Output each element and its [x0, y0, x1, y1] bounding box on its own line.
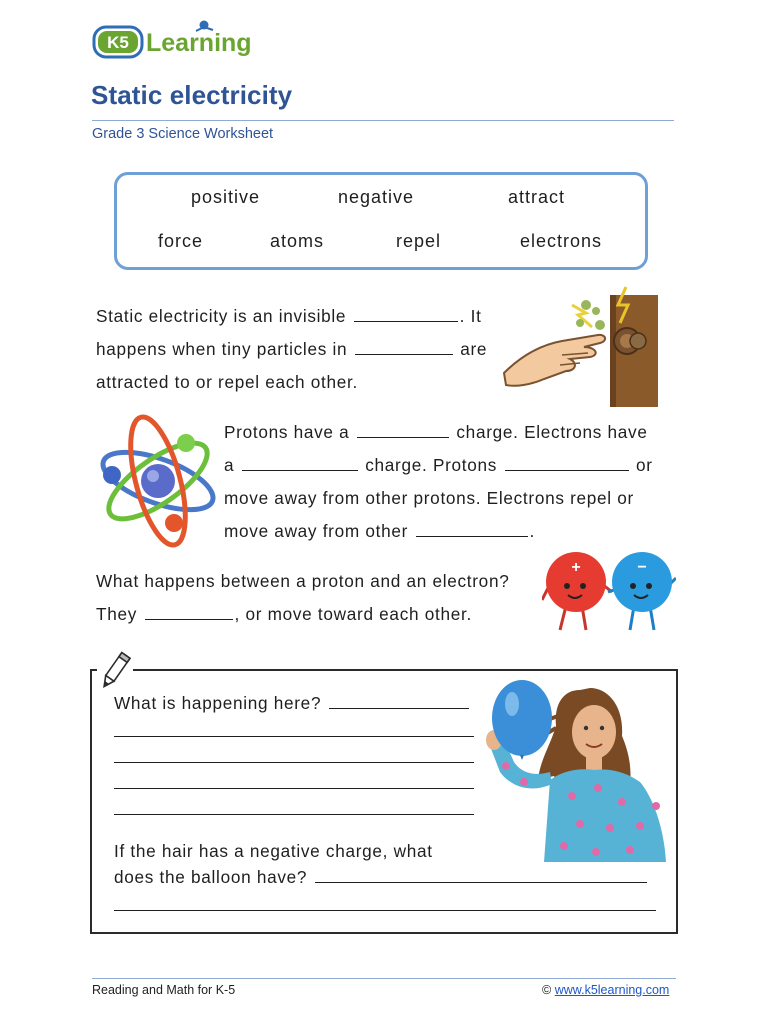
answer-line[interactable]: [114, 788, 474, 789]
word-bank-item: negative: [338, 187, 415, 207]
activity-question-1: What is happening here?: [114, 693, 471, 713]
answer-blank[interactable]: [505, 455, 629, 471]
activity-question-2-line1: If the hair has a negative charge, what: [114, 841, 433, 861]
girl-with-balloon-illustration: [480, 676, 672, 862]
word-bank-item: positive: [191, 187, 261, 207]
answer-blank[interactable]: [315, 867, 647, 883]
word-bank-item: force: [158, 231, 204, 251]
paragraph2-line4: move away from other .: [224, 521, 535, 541]
paragraph2-line3: move away from other protons. Electrons repel or: [224, 488, 634, 508]
header-divider: [92, 120, 674, 121]
paragraph2-line2: a charge. Protons or: [224, 455, 653, 475]
paragraph3-line1: What happens between a proton and an electron?: [96, 571, 510, 591]
answer-blank[interactable]: [416, 521, 528, 537]
proton-electron-characters: [542, 548, 676, 634]
website-link[interactable]: www.k5learning.com: [554, 983, 670, 997]
svg-text:K5: K5: [107, 33, 129, 52]
paragraph3-line2: They , or move toward each other.: [96, 604, 472, 624]
paragraph1-line2: happens when tiny particles in are: [96, 339, 488, 359]
svg-text:Learning: Learning: [146, 29, 252, 57]
pencil-icon: [97, 650, 133, 692]
atom-illustration: [96, 405, 220, 557]
answer-blank[interactable]: [145, 604, 233, 620]
footer-divider: [92, 978, 676, 979]
proton-sign: +: [571, 559, 581, 576]
activity-question-2-line2: does the balloon have?: [114, 867, 649, 887]
footer-tagline: Reading and Math for K-5: [92, 983, 236, 997]
answer-blank[interactable]: [329, 693, 469, 709]
answer-blank[interactable]: [354, 306, 458, 322]
answer-line[interactable]: [114, 736, 474, 737]
page-subtitle: Grade 3 Science Worksheet: [92, 126, 274, 142]
paragraph1-line1: Static electricity is an invisible . It: [96, 306, 482, 326]
paragraph2-line1: Protons have a charge. Electrons have: [224, 422, 648, 442]
electron-sign: −: [637, 559, 647, 576]
copyright-symbol: ©: [542, 983, 552, 997]
answer-blank[interactable]: [242, 455, 358, 471]
k5-learning-logo: [92, 18, 262, 64]
word-bank-item: attract: [508, 187, 566, 207]
answer-blank[interactable]: [355, 339, 453, 355]
answer-line[interactable]: [114, 814, 474, 815]
word-bank-item: electrons: [520, 231, 603, 251]
answer-line[interactable]: [114, 910, 656, 911]
hand-doorknob-illustration: [500, 283, 665, 411]
footer-copyright: [542, 983, 669, 997]
word-bank-item: repel: [396, 231, 442, 251]
answer-blank[interactable]: [357, 422, 449, 438]
answer-line[interactable]: [114, 762, 474, 763]
page-title: Static electricity: [91, 80, 293, 110]
word-bank-item: atoms: [270, 231, 325, 251]
paragraph1-line3: attracted to or repel each other.: [96, 372, 358, 392]
